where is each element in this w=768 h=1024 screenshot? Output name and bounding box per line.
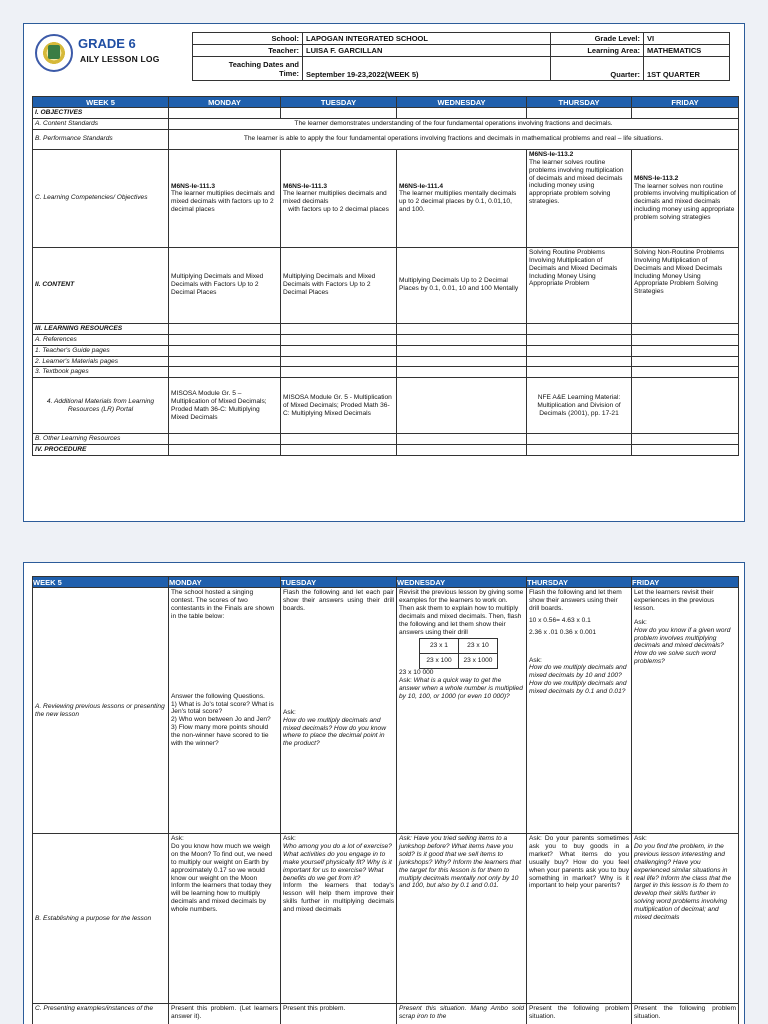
learners-materials-label: 2. Learner's Materials pages: [33, 356, 169, 367]
day-header-row: [33, 97, 739, 108]
school-label: School:: [193, 33, 303, 45]
quarter-value: 1ST QUARTER: [644, 57, 730, 81]
objectives-table: [32, 96, 739, 456]
col-tuesday: TUESDAY: [281, 97, 397, 108]
content-wednesday: Multiplying Decimals Up to 2 Decimal Places by 0.1, 0.01, 10 and 100 Mentally: [397, 247, 527, 323]
dates-label-line-1: Teaching Dates and: [228, 59, 299, 69]
content-monday: Multiplying Decimals and Mixed Decimals with Factors Up to 2 Decimal Places: [169, 247, 281, 323]
grade-title: GRADE 6: [78, 36, 136, 51]
reviewing-tuesday: [281, 588, 397, 834]
additional-materials-tuesday: MISOSA Module Gr. 5 - Multiplication of Mixed Decimals; Proded Math 36-C: Multiplying Mixed Decimals: [281, 378, 397, 434]
presenting-wednesday: Present this situation. Mang Ambo sold scrap iron to the: [397, 1004, 527, 1024]
ask-label: Ask:: [283, 708, 296, 716]
competency-monday: [169, 149, 281, 247]
teacher-label: Teacher:: [193, 45, 303, 57]
question-3: 3) Flow many more points should the non-winner have scored to tie with the winner?: [171, 724, 269, 748]
question-1: 1) What is Jo's total score? What is Jen's total score?: [171, 700, 274, 716]
competency-tuesday: [281, 149, 397, 247]
competency-text: The learner multiplies mentally decimals up to 2 decimal places by 0.1, 0.01,10, and 100.: [399, 190, 517, 214]
reviewing-friday: [632, 588, 739, 834]
reviewing-tuesday-questions: How do we multiply decimals and mixed decimals? How do you know where to place the decimal point in the product?: [283, 716, 386, 748]
objectives-label: I. OBJECTIVES: [33, 108, 169, 119]
resources-label: III. LEARNING RESOURCES: [33, 323, 169, 334]
competency-text: The learner solves routine problems involving multiplication of decimals and mixed decimals including money using appropriate problem solving strategies.: [529, 158, 624, 206]
competency-wednesday: [397, 149, 527, 247]
reviewing-thursday: [527, 588, 632, 834]
procedure-label: IV. PROCEDURE: [33, 445, 169, 456]
purpose-monday-question: Do you know how much we weigh on the Moon? To find out, we need to multiply our weight on Earth by approximately 0.17 so we would know our weight on the Moon: [171, 842, 273, 882]
col-thursday: THURSDAY: [527, 97, 632, 108]
performance-standards-label: B. Performance Standards: [33, 129, 169, 149]
competencies-label: C. Learning Competencies/ Objectives: [33, 149, 169, 247]
col-week: WEEK 5: [33, 577, 169, 588]
competency-text: The learner multiplies decimals and mixed decimals with factors up to 2 decimal places: [171, 190, 275, 214]
procedure-table: [32, 576, 739, 1024]
performance-standards-value: The learner is able to apply the four fundamental operations involving fractions and decimals in mathematical problems and real – life situations.: [169, 129, 739, 149]
purpose-tuesday-target: Inform the learners that today's lesson will help them improve their skills further in multiplying decimals and mixed decimals: [283, 882, 394, 914]
purpose-wednesday: Ask: Have you tried selling items to a junkshop before? What items have you sold? Is it good that we sell items to junkshops? Why? Inform the learners that the target for this lesson is for them to multiply decimals mentally not only by 10 and 100, but also by 0.1 and 0.01.: [397, 834, 527, 1004]
col-wednesday: WEDNESDAY: [397, 577, 527, 588]
competency-code: M6NS-Ie-111.3: [283, 182, 327, 190]
reviewing-monday-questions: Answer the following Questions.: [171, 692, 265, 700]
purpose-monday: [169, 834, 281, 1004]
content-friday: Solving Non-Routine Problems Involving Multiplication of Decimals and Mixed Decimals Including Money Using Appropriate Problem Solving Strategies: [632, 247, 739, 323]
reviewing-thursday-intro: Flash the following and let them show their answers using their drill boards.: [529, 589, 622, 612]
competency-friday: [632, 149, 739, 247]
grid-cell: 23 x 10: [459, 639, 498, 654]
purpose-label: B. Establishing a purpose for the lesson: [33, 834, 169, 1004]
grid-cell: 23 x 100: [420, 654, 459, 669]
presenting-label: C. Presenting examples/instances of the: [33, 1004, 169, 1024]
col-friday: FRIDAY: [632, 577, 739, 588]
grid-cell: 23 x 1000: [459, 654, 498, 669]
day-header-row: [33, 577, 739, 588]
reviewing-tuesday-intro: Flash the following and let each pair show their answers using their drill boards.: [283, 589, 394, 612]
lesson-log-page-1: [23, 23, 745, 522]
col-monday: MONDAY: [169, 97, 281, 108]
references-label: A. References: [33, 334, 169, 345]
content-label: II. CONTENT: [33, 247, 169, 323]
ask-label: Ask:: [399, 677, 414, 685]
school-info-table: [192, 32, 730, 81]
col-monday: MONDAY: [169, 577, 281, 588]
learning-area-label: Learning Area:: [551, 45, 644, 57]
reviewing-label: A. Reviewing previous lessons or presenting the new lesson: [33, 588, 169, 834]
ask-label: Ask:: [634, 835, 647, 842]
reviewing-wednesday-intro: Revisit the previous lesson by giving some examples for the learners to work on. Then ask them to explain how to multiply decimals and mixed decimals. Then, flash the following and let them show their answers using their drill: [399, 589, 524, 636]
presenting-tuesday: Present this problem.: [281, 1004, 397, 1024]
grade-level-label: Grade Level:: [551, 33, 644, 45]
reviewing-thursday-questions: How do we multiply decimals and mixed decimals by 10 and 100? How do we multiply decimals and mixed decimals by 0.1 and 0.01?: [529, 664, 627, 696]
ask-label: Ask:: [171, 835, 184, 842]
competency-text: The learner multiplies decimals and mixed decimals: [283, 190, 387, 206]
drill-item-line-2: 2.36 x .01 0.36 x 0.001: [529, 628, 597, 636]
ask-label: Ask:: [283, 835, 296, 842]
document-header: [32, 32, 738, 102]
purpose-thursday: Ask: Do your parents sometimes ask you to buy goods in a market? What items do you usually buy? How do you feel when your parents ask you to buy something in market? Why is it important to help your parents?: [527, 834, 632, 1004]
col-friday: FRIDAY: [632, 97, 739, 108]
dates-value: September 19-23,2022(WEEK 5): [303, 57, 551, 81]
competency-thursday: [527, 149, 632, 247]
content-thursday: Solving Routine Problems Involving Multiplication of Decimals and Mixed Decimals Including Money Using Appropriate Problem: [527, 247, 632, 323]
presenting-monday: Present this problem. (Let learners answer it).: [169, 1004, 281, 1024]
reviewing-monday: [169, 588, 281, 834]
reviewing-wednesday-extra: 23 x 10 000: [399, 669, 434, 677]
reviewing-monday-intro: The school hosted a singing contest. The scores of two contestants in the Finals are shown in the table below:: [171, 589, 275, 620]
teachers-guide-label: 1. Teacher's Guide pages: [33, 345, 169, 356]
grid-cell: 23 x 1: [420, 639, 459, 654]
teacher-value: LUISA F. GARCILLAN: [303, 45, 551, 57]
competency-text: The learner solves non routine problems involving multiplication of decimals and mixed decimals including money using appropriate problem solving strategies: [634, 182, 736, 222]
col-tuesday: TUESDAY: [281, 577, 397, 588]
competency-code: M6NS-Ie-113.2: [634, 174, 679, 182]
dates-label-line-2: Time:: [279, 68, 299, 78]
presenting-thursday: Present the following problem situation.: [527, 1004, 632, 1024]
additional-materials-thursday: NFE A&E Learning Material: Multiplication and Division of Decimals (2001), pp. 17-21: [527, 378, 632, 434]
additional-materials-monday: MISOSA Module Gr. 5 – Multiplication of Mixed Decimals; Proded Math 36-C: Multiplying Mixed Decimals: [169, 378, 281, 434]
col-wednesday: WEDNESDAY: [397, 97, 527, 108]
reviewing-wednesday-question: What is a quick way to get the answer when a whole number is multiplied by 10, 100, or 1000 (or even 10 000)?: [399, 677, 523, 701]
reviewing-friday-intro: Let the learners revisit their experiences in the previous lesson.: [634, 589, 715, 612]
purpose-tuesday-question: Who among you do a lot of exercise? What activities do you engage in to make yourself physically fit? Why is it important for us to exercise? What benefits do we get from it?: [283, 842, 392, 882]
content-standards-value: The learner demonstrates understanding of the four fundamental operations involving fractions and decimals.: [169, 118, 739, 129]
competency-code: M6NS-Ie-111.3: [171, 182, 215, 190]
purpose-friday-question: Do you find the problem, in the previous lesson interesting and challenging? Have you experienced similar situations in real life? Inform the class that the target in this lesson is fo them to develop their skills further in solving word problems involving multiplication of decimal; and mixed decimals: [634, 842, 732, 922]
dates-label: [193, 57, 303, 81]
competency-code: M6NS-Ie-111.4: [399, 182, 443, 190]
quarter-label: Quarter:: [551, 57, 644, 81]
col-week: WEEK 5: [33, 97, 169, 108]
lesson-log-page-2: [23, 562, 745, 1024]
drill-item-line-1: 10 x 0.56= 4.63 x 0.1: [529, 616, 591, 624]
grade-level-value: VI: [644, 33, 730, 45]
textbook-label: 3. Textbook pages: [33, 367, 169, 378]
log-subtitle: AILY LESSON LOG: [80, 54, 160, 64]
ask-label: Ask:: [529, 656, 542, 664]
competency-text-2: with factors up to 2 decimal places: [288, 206, 389, 214]
content-tuesday: Multiplying Decimals and Mixed Decimals with Factors Up to 2 Decimal Places: [281, 247, 397, 323]
purpose-tuesday: [281, 834, 397, 1004]
deped-seal-logo: [35, 34, 73, 72]
content-standards-label: A. Content Standards: [33, 118, 169, 129]
learning-area-value: MATHEMATICS: [644, 45, 730, 57]
presenting-friday: Present the following problem situation.: [632, 1004, 739, 1024]
additional-materials-label: 4. Additional Materials from Learning Resources (LR) Portal: [33, 378, 169, 434]
reviewing-wednesday: [397, 588, 527, 834]
school-value: LAPOGAN INTEGRATED SCHOOL: [303, 33, 551, 45]
question-2: 2) Who won between Jo and Jen?: [171, 716, 271, 724]
purpose-friday: [632, 834, 739, 1004]
ask-label: Ask:: [634, 618, 647, 626]
competency-code: M6NS-Ie-113.2: [529, 150, 574, 158]
multiplication-grid: [419, 638, 498, 669]
reviewing-friday-questions: How do you know if a given word problem involves multiplying decimals and mixed decimals? How do we solve such word problems?: [634, 626, 731, 666]
other-resources-label: B. Other Learning Resources: [33, 434, 169, 445]
col-thursday: THURSDAY: [527, 577, 632, 588]
purpose-monday-target: Inform the learners that today they will be learning how to multiply decimals and mixed decimals by whole numbers.: [171, 882, 272, 914]
